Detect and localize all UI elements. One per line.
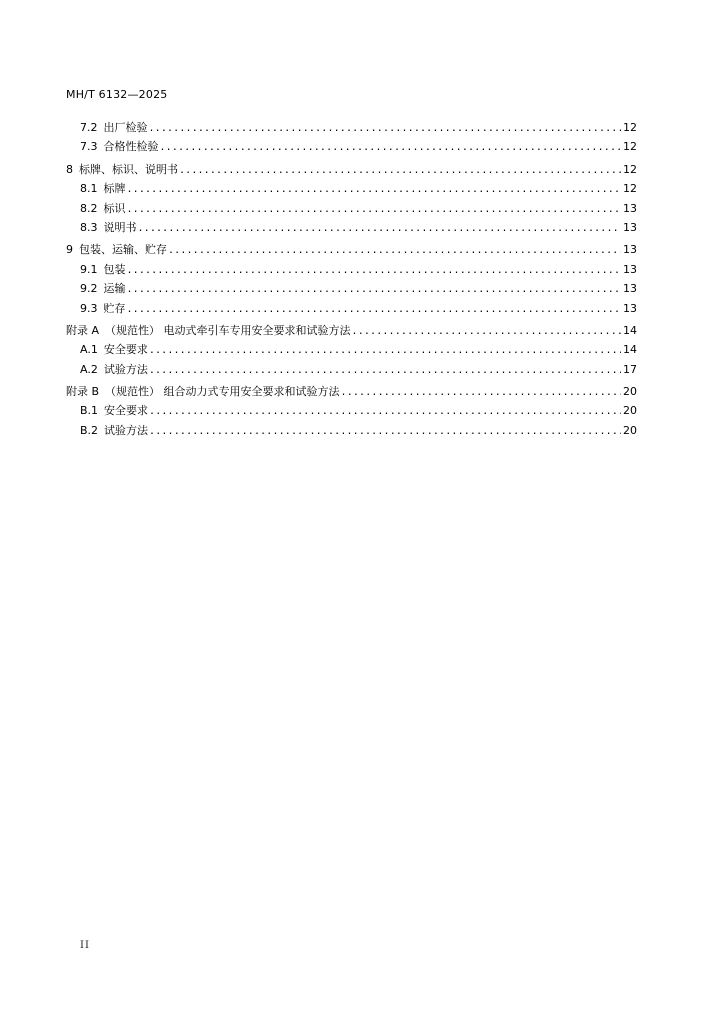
toc-entry-page: 12 (623, 121, 637, 134)
page-number: II (80, 940, 90, 951)
toc-entry-label (80, 402, 149, 418)
toc-entry-title: 安全要求 (103, 343, 148, 357)
toc-dot-leader (127, 184, 622, 195)
toc-entry-number: 8.1 (80, 182, 98, 196)
toc-entry-page: 13 (623, 282, 637, 296)
toc-entry[interactable] (66, 341, 637, 360)
toc-dot-leader (149, 426, 621, 437)
toc-entry-page: 13 (623, 201, 637, 215)
toc-entry-page: 20 (623, 404, 637, 418)
toc-entry[interactable] (66, 402, 637, 421)
toc-entry[interactable] (66, 161, 637, 180)
toc-entry-number: B.1 (80, 404, 99, 418)
toc-entry-page: 13 (623, 243, 637, 257)
toc-entry-number: 9.3 (80, 301, 98, 315)
toc-entry-label (80, 261, 127, 277)
toc-entry-title: 包装、运输、贮存 (79, 243, 167, 257)
toc-dot-leader (179, 165, 621, 176)
toc-entry-page: 20 (623, 385, 637, 399)
toc-entry-number: 9 (66, 243, 73, 257)
toc-entry-page: 12 (623, 140, 637, 154)
toc-entry-title: （规范性） 组合动力式专用安全要求和试验方法 (105, 385, 340, 399)
toc-entry[interactable] (66, 280, 637, 299)
toc-entry-number: A.2 (80, 362, 98, 376)
toc-entry-number: 8.2 (80, 201, 98, 215)
table-of-contents (66, 119, 637, 441)
toc-entry-number: 9.1 (80, 262, 98, 276)
toc-entry-number: 附录 A (66, 323, 100, 337)
toc-entry-title: 标牌 (103, 182, 126, 196)
toc-entry-number: 7.2 (80, 121, 98, 134)
toc-entry-title: 安全要求 (104, 404, 149, 418)
toc-entry-label (80, 361, 149, 377)
toc-entry-page: 12 (623, 162, 637, 176)
toc-entry-label (80, 138, 160, 154)
toc-entry[interactable] (66, 300, 637, 319)
toc-entry[interactable] (66, 241, 637, 260)
toc-entry-title: 贮存 (103, 301, 126, 315)
toc-entry-page: 13 (623, 262, 637, 276)
toc-entry[interactable] (66, 180, 637, 199)
toc-dot-leader (168, 245, 621, 256)
toc-entry-page: 12 (623, 182, 637, 196)
toc-dot-leader (160, 142, 622, 153)
toc-entry-page: 20 (623, 423, 637, 437)
toc-entry-number: 9.2 (80, 282, 98, 296)
toc-dot-leader (127, 284, 622, 295)
toc-entry[interactable] (66, 422, 637, 441)
toc-dot-leader (341, 387, 621, 398)
toc-entry-label (80, 341, 149, 357)
toc-entry[interactable] (66, 200, 637, 219)
toc-dot-leader (127, 265, 622, 276)
toc-entry-label (66, 241, 168, 257)
toc-entry-label (80, 200, 127, 216)
toc-entry-title: 合格性检验 (103, 140, 159, 154)
toc-dot-leader (138, 223, 622, 234)
toc-entry-number: A.1 (80, 343, 98, 357)
toc-entry-title: 包装 (103, 262, 126, 276)
toc-dot-leader (352, 326, 621, 337)
toc-entry[interactable] (66, 322, 637, 341)
toc-entry[interactable] (66, 119, 637, 138)
toc-entry-title: 说明书 (103, 220, 137, 234)
toc-entry-title: 标牌、标识、说明书 (79, 162, 178, 176)
toc-entry-label (80, 422, 149, 438)
toc-entry-title: 标识 (103, 201, 126, 215)
toc-entry-label (80, 219, 138, 235)
toc-entry-page: 14 (623, 323, 637, 337)
toc-entry[interactable] (66, 261, 637, 280)
toc-entry-number: 附录 B (66, 385, 100, 399)
toc-entry-label (80, 300, 127, 316)
toc-entry-title: 试验方法 (104, 423, 149, 437)
toc-entry-title: 运输 (103, 282, 126, 296)
toc-entry-title: （规范性） 电动式牵引车专用安全要求和试验方法 (105, 323, 351, 337)
toc-dot-leader (149, 345, 621, 356)
toc-entry-number: 8 (66, 162, 73, 176)
toc-entry-title: 试验方法 (103, 362, 148, 376)
toc-entry[interactable] (66, 361, 637, 380)
toc-dot-leader (149, 123, 622, 134)
toc-entry-number: 7.3 (80, 140, 98, 154)
toc-entry-label (66, 322, 352, 338)
toc-entry-label (66, 383, 341, 399)
toc-entry-label (80, 180, 127, 196)
toc-entry-title: 出厂检验 (103, 121, 148, 134)
toc-entry[interactable] (66, 383, 637, 402)
toc-entry-number: 8.3 (80, 220, 98, 234)
toc-entry-label (66, 161, 179, 177)
toc-entry-label (80, 119, 149, 135)
document-code: MH/T 6132—2025 (66, 88, 168, 101)
toc-entry-label (80, 280, 127, 296)
toc-dot-leader (149, 406, 621, 417)
toc-entry-page: 13 (623, 220, 637, 234)
toc-entry-page: 13 (623, 301, 637, 315)
toc-entry[interactable] (66, 138, 637, 157)
toc-entry[interactable] (66, 219, 637, 238)
toc-dot-leader (149, 365, 621, 376)
toc-dot-leader (127, 204, 622, 215)
toc-dot-leader (127, 304, 622, 315)
toc-entry-number: B.2 (80, 423, 99, 437)
toc-entry-page: 14 (623, 343, 637, 357)
toc-entry-page: 17 (623, 362, 637, 376)
